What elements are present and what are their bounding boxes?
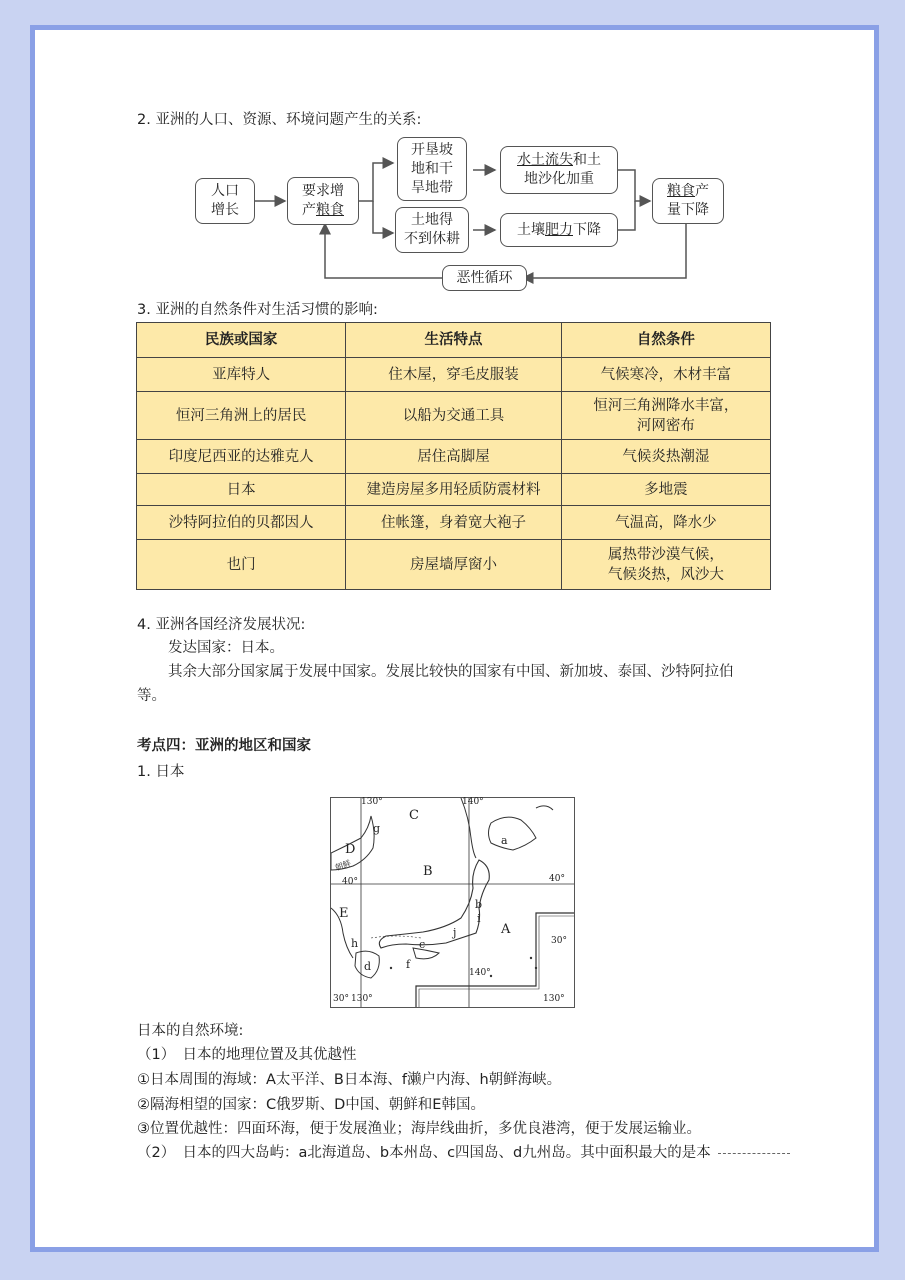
- table-cell: 气温高，降水少: [561, 506, 770, 540]
- map-label-c: c: [419, 938, 426, 951]
- table-cell: 属热带沙漠气候， 气候炎热，风沙大: [561, 540, 770, 590]
- map-label-korea: 朝鲜: [333, 858, 353, 873]
- map-lon-140-bottom: 140°: [469, 968, 491, 978]
- flow-population: 人口 增长: [195, 178, 255, 224]
- table-header: 自然条件: [561, 323, 770, 358]
- japan-p2: ①日本周围的海域：A太平洋、B日本海、f濑户内海、h朝鲜海峡。: [137, 1072, 562, 1088]
- map-label-E: E: [339, 906, 349, 921]
- table-cell: 印度尼西亚的达雅克人: [137, 440, 346, 474]
- map-lat-30-left: 30°: [333, 994, 349, 1004]
- table-cell: 气候炎热潮湿: [561, 440, 770, 474]
- map-label-f: f: [406, 958, 411, 971]
- section4-developing-cont: 等。: [137, 688, 166, 704]
- map-label-A: A: [501, 922, 511, 937]
- answer-blank: [718, 1153, 790, 1154]
- table-row: [137, 392, 771, 440]
- map-lat-40-right: 40°: [549, 874, 565, 884]
- map-lon-130-bottom: 130°: [351, 994, 373, 1004]
- map-label-i: i: [477, 912, 481, 925]
- section4-developing: 其余大部分国家属于发展中国家。发展比较快的国家有中国、新加坡、泰国、沙特阿拉伯: [168, 664, 734, 680]
- section2-title: 2. 亚洲的人口、资源、环境问题产生的关系:: [137, 112, 422, 128]
- table-cell: 也门: [137, 540, 346, 590]
- flow-demand: 要求增 产粮食: [287, 177, 359, 225]
- japan-p4: ③位置优越性：四面环海，便于发展渔业；海岸线曲折，多优良港湾，便于发展运输业。: [137, 1121, 701, 1137]
- table-cell: 以船为交通工具: [346, 392, 562, 440]
- map-lat-40-left: 40°: [342, 877, 358, 887]
- map-lat-30-right: 30°: [551, 936, 567, 946]
- table-cell: 建造房屋多用轻质防震材料: [346, 474, 562, 506]
- map-label-b: b: [475, 898, 483, 911]
- flow-erosion: 水土流失和土 地沙化加重: [500, 146, 618, 194]
- japan-heading: 日本的自然环境:: [137, 1023, 244, 1039]
- table-cell: 房屋墙厚窗小: [346, 540, 562, 590]
- map-label-a: a: [501, 834, 508, 847]
- japan-map-drawing: [331, 798, 574, 1007]
- kaodian-subtitle: 1. 日本: [137, 764, 185, 780]
- japan-p3: ②隔海相望的国家：C俄罗斯、D中国、朝鲜和E韩国。: [137, 1097, 485, 1113]
- map-lon-150-bottom: 130°: [543, 994, 565, 1004]
- table-cell: 多地震: [561, 474, 770, 506]
- map-label-g: g: [373, 822, 381, 835]
- map-label-j: j: [453, 926, 457, 939]
- map-lon-140: 140°: [462, 797, 484, 807]
- table-cell: 亚库特人: [137, 358, 346, 392]
- table-row: [137, 540, 771, 590]
- map-label-D: D: [345, 842, 356, 857]
- flow-reclaim: 开垦坡 地和干 旱地带: [397, 137, 467, 201]
- flow-fertility: 土壤肥力下降: [500, 213, 618, 247]
- table-cell: 气候寒冷，木材丰富: [561, 358, 770, 392]
- table-cell: 住木屋，穿毛皮服装: [346, 358, 562, 392]
- table-header-row: [137, 323, 771, 358]
- table-row: [137, 506, 771, 540]
- table-header: 生活特点: [346, 323, 562, 358]
- japan-p5: （2） 日本的四大岛屿：a北海道岛、b本州岛、c四国岛、d九州岛。其中面积最大的是本: [137, 1145, 711, 1161]
- map-lon-130: 130°: [361, 797, 383, 807]
- map-label-B: B: [423, 864, 433, 879]
- table-cell: 日本: [137, 474, 346, 506]
- table-header: 民族或国家: [137, 323, 346, 358]
- section4-developed: 发达国家：日本。: [168, 640, 284, 656]
- japan-map: [330, 797, 575, 1008]
- section3-title: 3. 亚洲的自然条件对生活习惯的影响:: [137, 302, 378, 318]
- table-cell: 居住高脚屋: [346, 440, 562, 474]
- flow-grain: 粮食产 量下降: [652, 178, 724, 224]
- table-cell: 沙特阿拉伯的贝都因人: [137, 506, 346, 540]
- table-cell: 住帐篷，身着宽大袍子: [346, 506, 562, 540]
- section4-title: 4. 亚洲各国经济发展状况:: [137, 617, 306, 633]
- japan-p1: （1） 日本的地理位置及其优越性: [137, 1047, 357, 1063]
- table-cell: 恒河三角洲上的居民: [137, 392, 346, 440]
- kaodian-title: 考点四：亚洲的地区和国家: [137, 738, 311, 754]
- flow-vicious-cycle: 恶性循环: [442, 265, 527, 291]
- table-row: [137, 358, 771, 392]
- table-row: [137, 474, 771, 506]
- map-label-h: h: [351, 937, 359, 950]
- habits-table: [136, 322, 771, 590]
- table-cell: 恒河三角洲降水丰富， 河网密布: [561, 392, 770, 440]
- map-label-C: C: [409, 808, 419, 823]
- table-row: [137, 440, 771, 474]
- map-label-d: d: [364, 960, 372, 973]
- flow-fallow: 土地得 不到休耕: [395, 207, 469, 253]
